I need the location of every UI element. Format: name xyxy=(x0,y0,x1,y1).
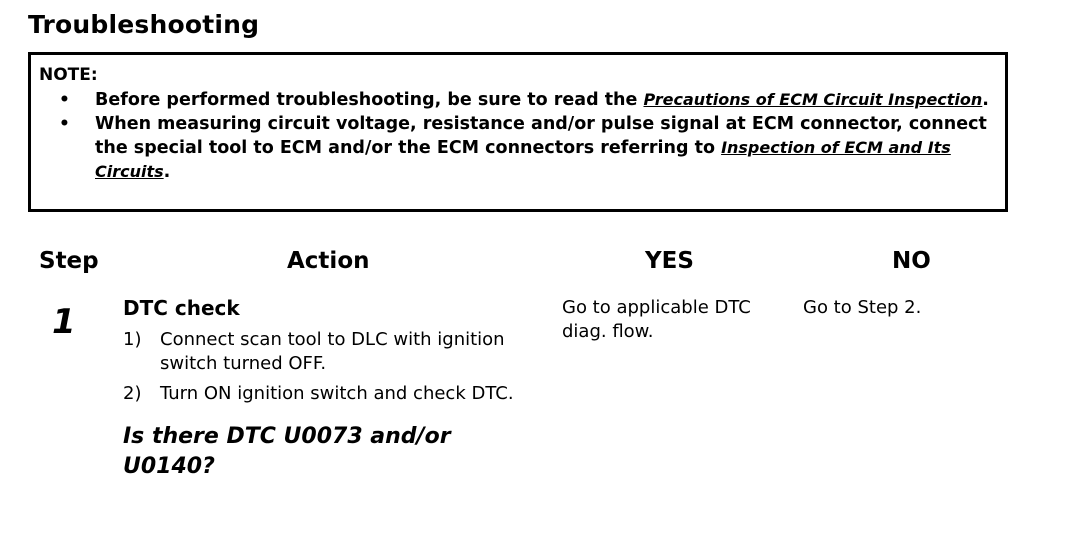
header-action: Action xyxy=(287,248,370,274)
yes-cell: Go to applicable DTC diag. flow. xyxy=(562,297,751,342)
inspection-link[interactable]: Inspection of ECM and Its Circuits xyxy=(95,138,951,181)
header-yes: YES xyxy=(645,248,694,274)
note-bullet-text-end: . xyxy=(163,162,171,182)
bullet-icon: • xyxy=(59,90,70,110)
action-step-number: 1) xyxy=(123,329,142,350)
header-step: Step xyxy=(39,248,99,274)
note-bullet-text: Before performed troubleshooting, be sure to read the xyxy=(95,90,644,110)
note-bullet-item xyxy=(39,88,997,112)
action-steps xyxy=(123,328,543,406)
action-step-text: Turn ON ignition switch and check DTC. xyxy=(160,383,514,404)
action-step-item xyxy=(123,382,543,406)
note-label: NOTE: xyxy=(39,65,98,85)
page-title: Troubleshooting xyxy=(28,10,260,39)
note-bullet-text: When measuring circuit voltage, resistance and/or pulse signal at ECM connector, connect the special tool to ECM and/or the ECM connectors referring to xyxy=(95,114,987,158)
note-bullet-text-end: . xyxy=(982,90,989,110)
action-step-text: Connect scan tool to DLC with ignition switch turned OFF. xyxy=(160,329,505,374)
note-box xyxy=(28,52,1008,212)
action-question: Is there DTC U0073 and/or U0140? xyxy=(123,424,451,479)
action-cell xyxy=(123,296,543,482)
no-cell: Go to Step 2. xyxy=(803,297,922,318)
step-number: 1 xyxy=(52,302,76,342)
bullet-icon: • xyxy=(59,114,70,134)
header-no: NO xyxy=(892,248,931,274)
note-bullet-item xyxy=(39,112,997,184)
action-step-item xyxy=(123,328,543,376)
precautions-link[interactable]: Precautions of ECM Circuit Inspection xyxy=(643,90,983,109)
action-title: DTC check xyxy=(123,296,240,320)
note-bullet-list xyxy=(39,88,997,184)
action-step-number: 2) xyxy=(123,383,142,404)
